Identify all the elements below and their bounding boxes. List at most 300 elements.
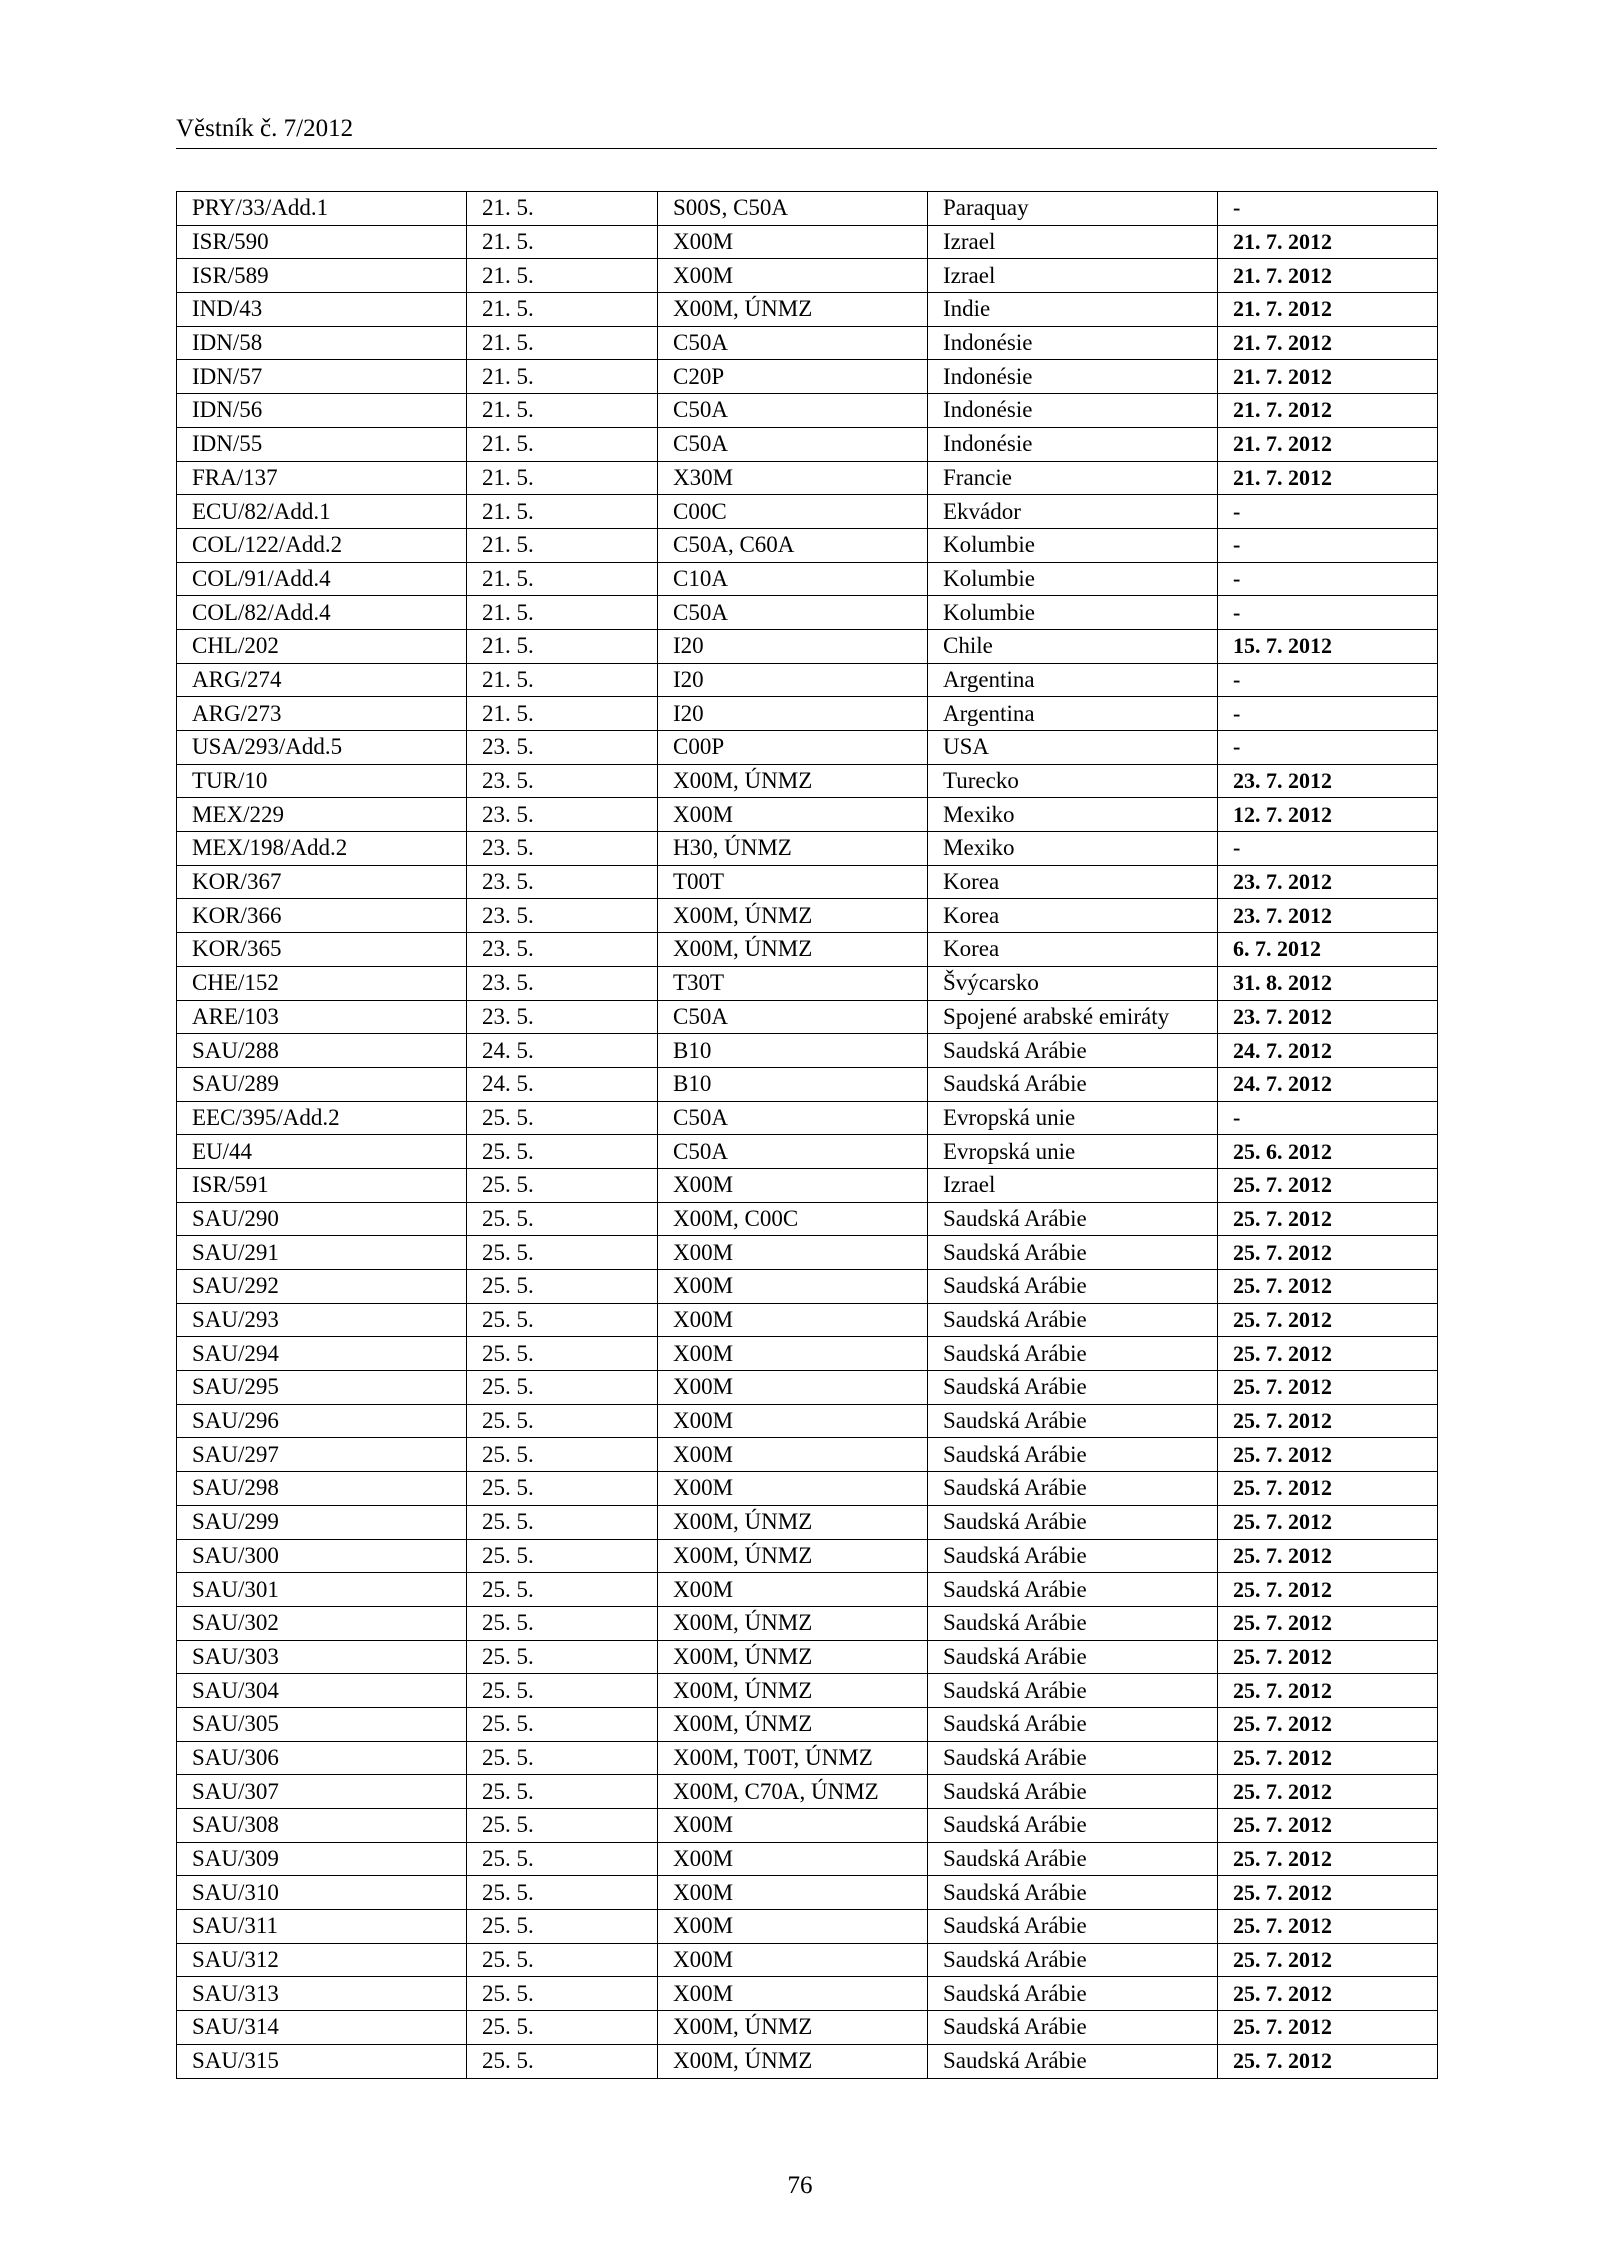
- country-cell: Saudská Arábie: [928, 1741, 1218, 1775]
- table-row: [177, 495, 1438, 529]
- country-cell: Saudská Arábie: [928, 1842, 1218, 1876]
- code-cell: X00M: [658, 1472, 928, 1506]
- code-cell: X00M: [658, 1438, 928, 1472]
- country-cell: Chile: [928, 629, 1218, 663]
- table-row: [177, 2044, 1438, 2078]
- code-cell: C50A: [658, 1101, 928, 1135]
- code-cell: C50A, C60A: [658, 528, 928, 562]
- code-cell: X30M: [658, 461, 928, 495]
- date-cell: 25. 5.: [467, 1707, 658, 1741]
- code-cell: X00M, ÚNMZ: [658, 1606, 928, 1640]
- table-row: [177, 1674, 1438, 1708]
- code-cell: X00M, ÚNMZ: [658, 1539, 928, 1573]
- date-cell: 25. 5.: [467, 1505, 658, 1539]
- date-cell: 25. 5.: [467, 1404, 658, 1438]
- symbol-cell: ISR/589: [177, 259, 467, 293]
- date-cell: 25. 5.: [467, 1270, 658, 1304]
- symbol-cell: SAU/291: [177, 1236, 467, 1270]
- country-cell: Argentina: [928, 697, 1218, 731]
- code-cell: X00M: [658, 1809, 928, 1843]
- date-cell: 25. 5.: [467, 1842, 658, 1876]
- date-cell: 23. 5.: [467, 764, 658, 798]
- symbol-cell: SAU/308: [177, 1809, 467, 1843]
- date-cell: 23. 5.: [467, 966, 658, 1000]
- symbol-cell: SAU/314: [177, 2011, 467, 2045]
- table-row: [177, 1000, 1438, 1034]
- deadline-cell: -: [1218, 663, 1438, 697]
- table-row: [177, 326, 1438, 360]
- date-cell: 23. 5.: [467, 865, 658, 899]
- code-cell: X00M, ÚNMZ: [658, 293, 928, 327]
- code-cell: X00M: [658, 1876, 928, 1910]
- date-cell: 24. 5.: [467, 1034, 658, 1068]
- table-row: [177, 562, 1438, 596]
- symbol-cell: ISR/591: [177, 1168, 467, 1202]
- country-cell: Saudská Arábie: [928, 1067, 1218, 1101]
- symbol-cell: SAU/296: [177, 1404, 467, 1438]
- country-cell: Saudská Arábie: [928, 1640, 1218, 1674]
- code-cell: I20: [658, 697, 928, 731]
- deadline-cell: 21. 7. 2012: [1218, 259, 1438, 293]
- symbol-cell: COL/91/Add.4: [177, 562, 467, 596]
- table-row: [177, 966, 1438, 1000]
- table-row: [177, 225, 1438, 259]
- date-cell: 25. 5.: [467, 1101, 658, 1135]
- table-row: [177, 1404, 1438, 1438]
- symbol-cell: EU/44: [177, 1135, 467, 1169]
- date-cell: 21. 5.: [467, 394, 658, 428]
- symbol-cell: EEC/395/Add.2: [177, 1101, 467, 1135]
- country-cell: Kolumbie: [928, 528, 1218, 562]
- country-cell: Paraquay: [928, 192, 1218, 226]
- symbol-cell: KOR/365: [177, 933, 467, 967]
- symbol-cell: SAU/300: [177, 1539, 467, 1573]
- symbol-cell: CHE/152: [177, 966, 467, 1000]
- date-cell: 25. 5.: [467, 1438, 658, 1472]
- deadline-cell: 25. 7. 2012: [1218, 2011, 1438, 2045]
- code-cell: X00M, ÚNMZ: [658, 2044, 928, 2078]
- symbol-cell: SAU/294: [177, 1337, 467, 1371]
- symbol-cell: SAU/290: [177, 1202, 467, 1236]
- table-row: [177, 1977, 1438, 2011]
- code-cell: B10: [658, 1067, 928, 1101]
- date-cell: 25. 5.: [467, 1337, 658, 1371]
- table-row: [177, 293, 1438, 327]
- deadline-cell: 25. 7. 2012: [1218, 1707, 1438, 1741]
- date-cell: 25. 5.: [467, 1303, 658, 1337]
- deadline-cell: 25. 7. 2012: [1218, 1539, 1438, 1573]
- table-row: [177, 697, 1438, 731]
- date-cell: 25. 5.: [467, 1741, 658, 1775]
- code-cell: X00M: [658, 259, 928, 293]
- deadline-cell: 25. 7. 2012: [1218, 1876, 1438, 1910]
- table-row: [177, 1101, 1438, 1135]
- code-cell: T00T: [658, 865, 928, 899]
- code-cell: X00M: [658, 1977, 928, 2011]
- symbol-cell: SAU/288: [177, 1034, 467, 1068]
- code-cell: X00M: [658, 1168, 928, 1202]
- symbol-cell: SAU/313: [177, 1977, 467, 2011]
- date-cell: 21. 5.: [467, 259, 658, 293]
- country-cell: Saudská Arábie: [928, 1236, 1218, 1270]
- deadline-cell: 31. 8. 2012: [1218, 966, 1438, 1000]
- code-cell: I20: [658, 663, 928, 697]
- code-cell: S00S, C50A: [658, 192, 928, 226]
- table-row: [177, 1472, 1438, 1506]
- deadline-cell: -: [1218, 596, 1438, 630]
- table-row: [177, 259, 1438, 293]
- deadline-cell: 25. 7. 2012: [1218, 1337, 1438, 1371]
- deadline-cell: 15. 7. 2012: [1218, 629, 1438, 663]
- table-row: [177, 192, 1438, 226]
- deadline-cell: 23. 7. 2012: [1218, 764, 1438, 798]
- table-row: [177, 1707, 1438, 1741]
- country-cell: Indie: [928, 293, 1218, 327]
- page-header: [176, 112, 1437, 149]
- table-row: [177, 1606, 1438, 1640]
- table-row: [177, 1168, 1438, 1202]
- symbol-cell: KOR/366: [177, 899, 467, 933]
- code-cell: C00C: [658, 495, 928, 529]
- country-cell: Saudská Arábie: [928, 1977, 1218, 2011]
- deadline-cell: 21. 7. 2012: [1218, 360, 1438, 394]
- country-cell: Izrael: [928, 259, 1218, 293]
- table-row: [177, 1236, 1438, 1270]
- notification-table-body: [177, 192, 1438, 2079]
- table-row: [177, 832, 1438, 866]
- deadline-cell: 25. 7. 2012: [1218, 1303, 1438, 1337]
- date-cell: 25. 5.: [467, 1977, 658, 2011]
- deadline-cell: 25. 7. 2012: [1218, 1472, 1438, 1506]
- deadline-cell: -: [1218, 562, 1438, 596]
- code-cell: C50A: [658, 326, 928, 360]
- country-cell: Saudská Arábie: [928, 1337, 1218, 1371]
- symbol-cell: MEX/229: [177, 798, 467, 832]
- code-cell: C50A: [658, 1135, 928, 1169]
- deadline-cell: 21. 7. 2012: [1218, 293, 1438, 327]
- date-cell: 21. 5.: [467, 293, 658, 327]
- country-cell: Korea: [928, 899, 1218, 933]
- country-cell: Saudská Arábie: [928, 1775, 1218, 1809]
- deadline-cell: -: [1218, 832, 1438, 866]
- date-cell: 25. 5.: [467, 1809, 658, 1843]
- symbol-cell: SAU/311: [177, 1910, 467, 1944]
- country-cell: Saudská Arábie: [928, 1943, 1218, 1977]
- deadline-cell: 24. 7. 2012: [1218, 1034, 1438, 1068]
- code-cell: X00M: [658, 225, 928, 259]
- deadline-cell: 25. 7. 2012: [1218, 1640, 1438, 1674]
- country-cell: Saudská Arábie: [928, 1505, 1218, 1539]
- code-cell: T30T: [658, 966, 928, 1000]
- deadline-cell: 23. 7. 2012: [1218, 865, 1438, 899]
- country-cell: Saudská Arábie: [928, 2044, 1218, 2078]
- country-cell: Indonésie: [928, 427, 1218, 461]
- country-cell: Korea: [928, 865, 1218, 899]
- country-cell: Turecko: [928, 764, 1218, 798]
- table-row: [177, 360, 1438, 394]
- deadline-cell: 25. 7. 2012: [1218, 1977, 1438, 2011]
- date-cell: 21. 5.: [467, 495, 658, 529]
- date-cell: 21. 5.: [467, 629, 658, 663]
- code-cell: X00M, ÚNMZ: [658, 933, 928, 967]
- table-row: [177, 1303, 1438, 1337]
- table-row: [177, 1573, 1438, 1607]
- deadline-cell: 25. 7. 2012: [1218, 1438, 1438, 1472]
- symbol-cell: IND/43: [177, 293, 467, 327]
- symbol-cell: SAU/298: [177, 1472, 467, 1506]
- deadline-cell: 25. 7. 2012: [1218, 1943, 1438, 1977]
- date-cell: 25. 5.: [467, 1472, 658, 1506]
- table-row: [177, 1539, 1438, 1573]
- deadline-cell: 24. 7. 2012: [1218, 1067, 1438, 1101]
- code-cell: X00M: [658, 1404, 928, 1438]
- table-row: [177, 1910, 1438, 1944]
- deadline-cell: 21. 7. 2012: [1218, 225, 1438, 259]
- date-cell: 25. 5.: [467, 1202, 658, 1236]
- symbol-cell: ECU/82/Add.1: [177, 495, 467, 529]
- country-cell: Korea: [928, 933, 1218, 967]
- country-cell: Saudská Arábie: [928, 1809, 1218, 1843]
- code-cell: X00M: [658, 1910, 928, 1944]
- symbol-cell: IDN/57: [177, 360, 467, 394]
- symbol-cell: TUR/10: [177, 764, 467, 798]
- symbol-cell: IDN/58: [177, 326, 467, 360]
- table-row: [177, 731, 1438, 765]
- date-cell: 23. 5.: [467, 731, 658, 765]
- country-cell: Mexiko: [928, 832, 1218, 866]
- code-cell: X00M: [658, 1236, 928, 1270]
- table-row: [177, 798, 1438, 832]
- country-cell: Evropská unie: [928, 1101, 1218, 1135]
- table-row: [177, 1775, 1438, 1809]
- code-cell: X00M, ÚNMZ: [658, 1640, 928, 1674]
- country-cell: Saudská Arábie: [928, 1573, 1218, 1607]
- deadline-cell: -: [1218, 697, 1438, 731]
- deadline-cell: 23. 7. 2012: [1218, 899, 1438, 933]
- symbol-cell: SAU/309: [177, 1842, 467, 1876]
- page-header-title: Věstník č. 7/2012: [176, 115, 354, 142]
- table-row: [177, 663, 1438, 697]
- date-cell: 21. 5.: [467, 192, 658, 226]
- code-cell: X00M: [658, 1573, 928, 1607]
- deadline-cell: 25. 7. 2012: [1218, 1809, 1438, 1843]
- deadline-cell: 21. 7. 2012: [1218, 461, 1438, 495]
- symbol-cell: SAU/289: [177, 1067, 467, 1101]
- table-row: [177, 1067, 1438, 1101]
- country-cell: Švýcarsko: [928, 966, 1218, 1000]
- date-cell: 21. 5.: [467, 427, 658, 461]
- date-cell: 25. 5.: [467, 2044, 658, 2078]
- notification-table: [176, 191, 1438, 2079]
- page-footer: [0, 2172, 1600, 2200]
- symbol-cell: PRY/33/Add.1: [177, 192, 467, 226]
- date-cell: 25. 5.: [467, 1168, 658, 1202]
- table-row: [177, 596, 1438, 630]
- table-row: [177, 2011, 1438, 2045]
- code-cell: X00M: [658, 1371, 928, 1405]
- country-cell: Kolumbie: [928, 562, 1218, 596]
- symbol-cell: SAU/305: [177, 1707, 467, 1741]
- symbol-cell: ISR/590: [177, 225, 467, 259]
- date-cell: 21. 5.: [467, 596, 658, 630]
- date-cell: 25. 5.: [467, 1775, 658, 1809]
- deadline-cell: 25. 7. 2012: [1218, 1505, 1438, 1539]
- date-cell: 21. 5.: [467, 461, 658, 495]
- date-cell: 25. 5.: [467, 1606, 658, 1640]
- code-cell: X00M: [658, 1337, 928, 1371]
- country-cell: USA: [928, 731, 1218, 765]
- date-cell: 25. 5.: [467, 1943, 658, 1977]
- country-cell: Saudská Arábie: [928, 1910, 1218, 1944]
- symbol-cell: SAU/307: [177, 1775, 467, 1809]
- table-row: [177, 1337, 1438, 1371]
- deadline-cell: 25. 7. 2012: [1218, 1842, 1438, 1876]
- country-cell: Indonésie: [928, 360, 1218, 394]
- table-row: [177, 528, 1438, 562]
- deadline-cell: 21. 7. 2012: [1218, 427, 1438, 461]
- symbol-cell: FRA/137: [177, 461, 467, 495]
- deadline-cell: 25. 7. 2012: [1218, 1202, 1438, 1236]
- table-row: [177, 1505, 1438, 1539]
- symbol-cell: SAU/312: [177, 1943, 467, 1977]
- deadline-cell: -: [1218, 1101, 1438, 1135]
- symbol-cell: KOR/367: [177, 865, 467, 899]
- country-cell: Saudská Arábie: [928, 1404, 1218, 1438]
- symbol-cell: ARE/103: [177, 1000, 467, 1034]
- date-cell: 24. 5.: [467, 1067, 658, 1101]
- code-cell: X00M, ÚNMZ: [658, 1674, 928, 1708]
- code-cell: X00M, T00T, ÚNMZ: [658, 1741, 928, 1775]
- symbol-cell: SAU/293: [177, 1303, 467, 1337]
- code-cell: C50A: [658, 1000, 928, 1034]
- deadline-cell: 25. 7. 2012: [1218, 1168, 1438, 1202]
- symbol-cell: IDN/56: [177, 394, 467, 428]
- table-row: [177, 461, 1438, 495]
- code-cell: X00M, ÚNMZ: [658, 1505, 928, 1539]
- symbol-cell: MEX/198/Add.2: [177, 832, 467, 866]
- country-cell: Saudská Arábie: [928, 1674, 1218, 1708]
- table-row: [177, 1438, 1438, 1472]
- symbol-cell: ARG/274: [177, 663, 467, 697]
- symbol-cell: COL/82/Add.4: [177, 596, 467, 630]
- table-row: [177, 1809, 1438, 1843]
- deadline-cell: 25. 6. 2012: [1218, 1135, 1438, 1169]
- country-cell: Izrael: [928, 1168, 1218, 1202]
- date-cell: 21. 5.: [467, 562, 658, 596]
- date-cell: 23. 5.: [467, 1000, 658, 1034]
- table-row: [177, 1640, 1438, 1674]
- date-cell: 25. 5.: [467, 1876, 658, 1910]
- code-cell: X00M: [658, 798, 928, 832]
- country-cell: Saudská Arábie: [928, 1472, 1218, 1506]
- country-cell: Kolumbie: [928, 596, 1218, 630]
- date-cell: 25. 5.: [467, 2011, 658, 2045]
- code-cell: C20P: [658, 360, 928, 394]
- deadline-cell: 6. 7. 2012: [1218, 933, 1438, 967]
- code-cell: X00M, C70A, ÚNMZ: [658, 1775, 928, 1809]
- country-cell: Izrael: [928, 225, 1218, 259]
- country-cell: Francie: [928, 461, 1218, 495]
- deadline-cell: 25. 7. 2012: [1218, 1910, 1438, 1944]
- code-cell: X00M: [658, 1270, 928, 1304]
- symbol-cell: SAU/301: [177, 1573, 467, 1607]
- table-row: [177, 1943, 1438, 1977]
- deadline-cell: 25. 7. 2012: [1218, 1741, 1438, 1775]
- country-cell: Saudská Arábie: [928, 1303, 1218, 1337]
- symbol-cell: SAU/297: [177, 1438, 467, 1472]
- symbol-cell: SAU/299: [177, 1505, 467, 1539]
- table-row: [177, 1034, 1438, 1068]
- code-cell: C50A: [658, 596, 928, 630]
- symbol-cell: IDN/55: [177, 427, 467, 461]
- country-cell: Saudská Arábie: [928, 1438, 1218, 1472]
- symbol-cell: SAU/315: [177, 2044, 467, 2078]
- date-cell: 21. 5.: [467, 225, 658, 259]
- deadline-cell: 21. 7. 2012: [1218, 326, 1438, 360]
- table-row: [177, 427, 1438, 461]
- symbol-cell: SAU/304: [177, 1674, 467, 1708]
- code-cell: X00M, ÚNMZ: [658, 1707, 928, 1741]
- date-cell: 25. 5.: [467, 1674, 658, 1708]
- country-cell: Saudská Arábie: [928, 1270, 1218, 1304]
- code-cell: C00P: [658, 731, 928, 765]
- table-row: [177, 1270, 1438, 1304]
- code-cell: X00M: [658, 1303, 928, 1337]
- date-cell: 25. 5.: [467, 1640, 658, 1674]
- date-cell: 21. 5.: [467, 663, 658, 697]
- deadline-cell: -: [1218, 528, 1438, 562]
- country-cell: Saudská Arábie: [928, 1539, 1218, 1573]
- country-cell: Saudská Arábie: [928, 1876, 1218, 1910]
- symbol-cell: CHL/202: [177, 629, 467, 663]
- date-cell: 25. 5.: [467, 1371, 658, 1405]
- code-cell: H30, ÚNMZ: [658, 832, 928, 866]
- symbol-cell: ARG/273: [177, 697, 467, 731]
- date-cell: 21. 5.: [467, 360, 658, 394]
- date-cell: 25. 5.: [467, 1573, 658, 1607]
- deadline-cell: 25. 7. 2012: [1218, 1775, 1438, 1809]
- deadline-cell: -: [1218, 731, 1438, 765]
- code-cell: X00M, ÚNMZ: [658, 764, 928, 798]
- date-cell: 23. 5.: [467, 798, 658, 832]
- table-row: [177, 1135, 1438, 1169]
- symbol-cell: SAU/310: [177, 1876, 467, 1910]
- table-row: [177, 394, 1438, 428]
- code-cell: X00M, ÚNMZ: [658, 899, 928, 933]
- deadline-cell: 25. 7. 2012: [1218, 1270, 1438, 1304]
- symbol-cell: SAU/302: [177, 1606, 467, 1640]
- deadline-cell: 23. 7. 2012: [1218, 1000, 1438, 1034]
- date-cell: 25. 5.: [467, 1236, 658, 1270]
- code-cell: C50A: [658, 394, 928, 428]
- table-row: [177, 1876, 1438, 1910]
- table-row: [177, 764, 1438, 798]
- symbol-cell: USA/293/Add.5: [177, 731, 467, 765]
- table-row: [177, 629, 1438, 663]
- country-cell: Indonésie: [928, 394, 1218, 428]
- country-cell: Evropská unie: [928, 1135, 1218, 1169]
- country-cell: Ekvádor: [928, 495, 1218, 529]
- deadline-cell: 12. 7. 2012: [1218, 798, 1438, 832]
- country-cell: Saudská Arábie: [928, 2011, 1218, 2045]
- deadline-cell: 25. 7. 2012: [1218, 2044, 1438, 2078]
- symbol-cell: COL/122/Add.2: [177, 528, 467, 562]
- deadline-cell: -: [1218, 192, 1438, 226]
- symbol-cell: SAU/295: [177, 1371, 467, 1405]
- code-cell: B10: [658, 1034, 928, 1068]
- date-cell: 21. 5.: [467, 326, 658, 360]
- country-cell: Mexiko: [928, 798, 1218, 832]
